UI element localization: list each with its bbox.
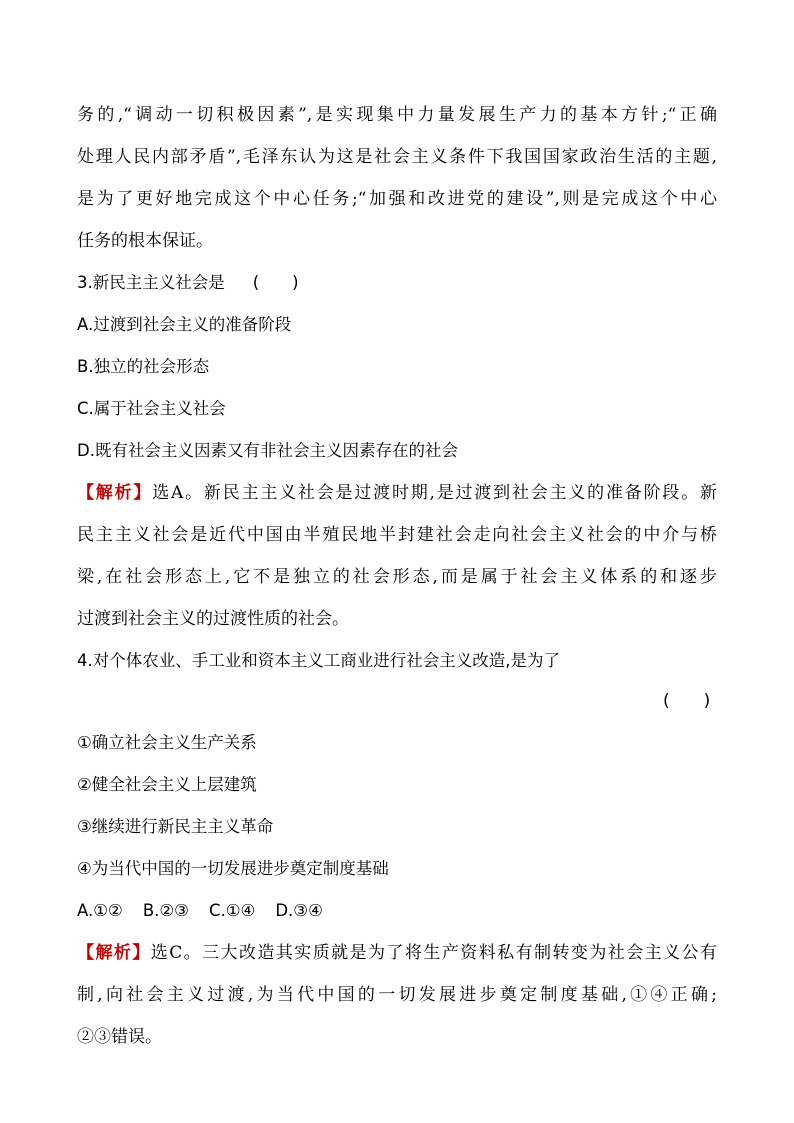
q3-analysis-line-3: 梁,在社会形态上,它不是独立的社会形态,而是属于社会主义体系的和逐步 bbox=[77, 567, 717, 587]
q3-option-b: B.独立的社会形态 bbox=[77, 357, 210, 376]
q3-analysis-line-2: 民主主义社会是近代中国由半殖民地半封建社会走向社会主义社会的中介与桥 bbox=[77, 525, 717, 545]
q4-answer-c: C.①④ bbox=[208, 901, 256, 920]
q3-analysis-tag: 【解析】 bbox=[77, 483, 153, 503]
q4-item-2: ②健全社会主义上层建筑 bbox=[77, 775, 257, 794]
intro-line-1: 务的,“调动一切积极因素”,是实现集中力量发展生产力的基本方针;“正确 bbox=[77, 105, 717, 125]
q4-stem: 4.对个体农业、手工业和资本主义工商业进行社会主义改造,是为了 bbox=[77, 651, 560, 670]
q3-analysis-text-1: 选A。新民主主义社会是过渡时期,是过渡到社会主义的准备阶段。新 bbox=[152, 483, 717, 503]
intro-line-3: 是为了更好地完成这个中心任务;“加强和改进党的建设”,则是完成这个中心 bbox=[77, 189, 717, 209]
intro-line-2: 处理人民内部矛盾”,毛泽东认为这是社会主义条件下我国国家政治生活的主题, bbox=[77, 147, 717, 167]
q4-item-3: ③继续进行新民主主义革命 bbox=[77, 817, 274, 836]
q3-analysis-line-4: 过渡到社会主义的过渡性质的社会。 bbox=[77, 609, 349, 629]
q4-answer-a: A.①② bbox=[77, 901, 123, 920]
intro-line-4: 任务的根本保证。 bbox=[77, 231, 213, 251]
q4-answer-options bbox=[77, 900, 717, 922]
q4-analysis-line-3: ②③错误。 bbox=[77, 1027, 162, 1047]
q3-option-a: A.过渡到社会主义的准备阶段 bbox=[77, 315, 292, 334]
q4-item-4: ④为当代中国的一切发展进步奠定制度基础 bbox=[77, 859, 389, 878]
q4-analysis-line-2: 制,向社会主义过渡,为当代中国的一切发展进步奠定制度基础,①④正确; bbox=[77, 985, 717, 1005]
q4-analysis-tag: 【解析】 bbox=[77, 943, 151, 963]
q4-analysis-text-1: 选C。三大改造其实质就是为了将生产资料私有制转变为社会主义公有 bbox=[150, 943, 717, 963]
q3-stem bbox=[77, 272, 717, 294]
q3-stem-text: 3.新民主主义社会是 bbox=[77, 273, 225, 292]
q4-item-1: ①确立社会主义生产关系 bbox=[77, 733, 257, 752]
q3-option-d: D.既有社会主义因素又有非社会主义因素存在的社会 bbox=[77, 441, 458, 460]
q4-analysis-line-1 bbox=[77, 942, 717, 964]
q4-answer-d: D.③④ bbox=[275, 901, 323, 920]
q4-answer-b: B.②③ bbox=[142, 901, 189, 920]
q3-analysis-line-1 bbox=[77, 482, 717, 504]
q3-answer-paren: ( ) bbox=[252, 273, 299, 292]
q4-answer-paren: ( ) bbox=[663, 691, 711, 711]
q3-option-c: C.属于社会主义社会 bbox=[77, 399, 226, 418]
